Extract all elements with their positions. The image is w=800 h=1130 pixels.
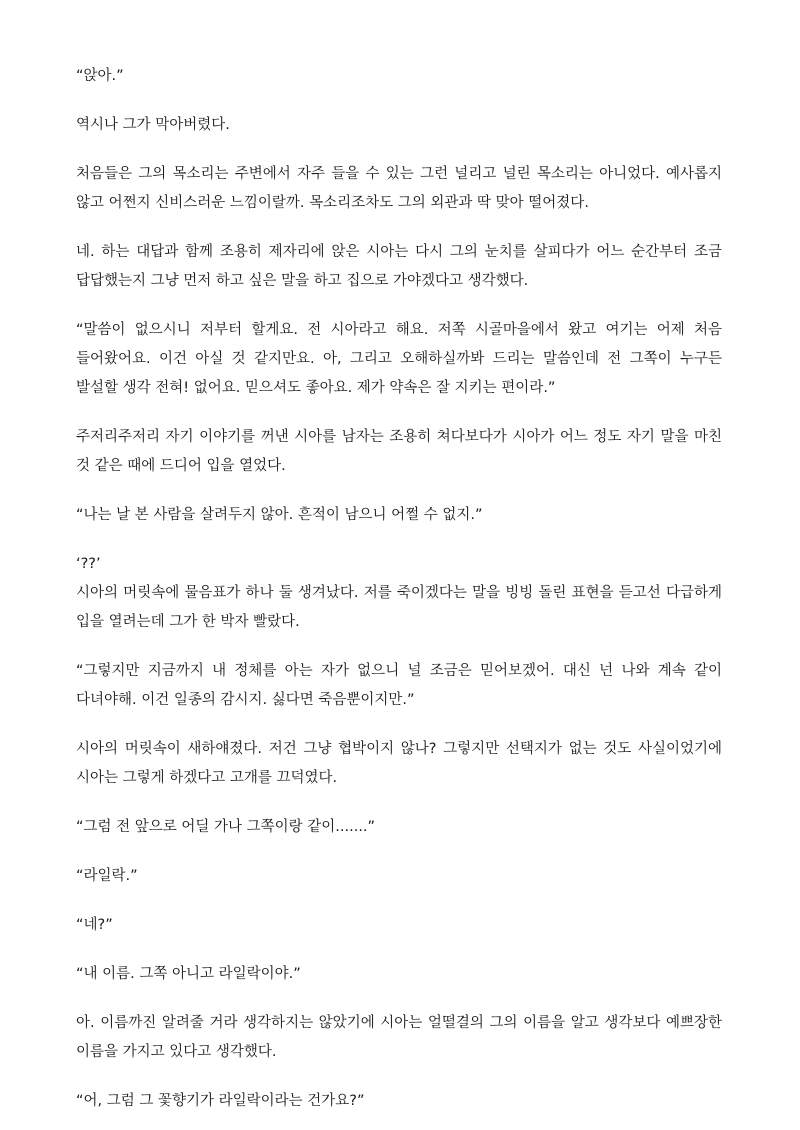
- paragraph: 주저리주저리 자기 이야기를 꺼낸 시아를 남자는 조용히 쳐다보다가 시아가 어느 정도 자기 말을 마친 것 같은 때에 드디어 입을 열었다.: [76, 429, 722, 474]
- paragraph-gap: [76, 218, 722, 238]
- paragraph-gap: [76, 793, 722, 813]
- paragraph-gap: [76, 842, 722, 862]
- paragraph: 시아의 머릿속에 물음표가 하나 둘 생겨났다. 저를 죽이겠다는 말을 빙빙 돌린 표현을 듣고선 다급하게 입을 열려는데 그가 한 박자 빨랐다.: [76, 585, 722, 630]
- paragraph-gap: [76, 481, 722, 501]
- paragraph-gap: [76, 91, 722, 111]
- paragraph: 네. 하는 대답과 함께 조용히 제자리에 앉은 시아는 다시 그의 눈치를 살피다가 어느 순간부터 조금 답답했는지 그냥 먼저 하고 싶은 말을 하고 집으로 가야겠다고 생각했다.: [76, 244, 722, 289]
- paragraph-gap: [76, 940, 722, 960]
- paragraph: 아. 이름까진 알려줄 거라 생각하지는 않았기에 시아는 얼떨결의 그의 이름을 알고 생각보다 예쁘장한 이름을 가지고 있다고 생각했다.: [76, 1015, 722, 1060]
- paragraph-gap: [76, 296, 722, 316]
- paragraph: “네?”: [76, 917, 113, 933]
- document-page: [76, 62, 722, 1116]
- paragraph: “그렇지만 지금까지 내 정체를 아는 자가 없으니 널 조금은 믿어보겠어. 대신 넌 나와 계속 같이 다녀야해. 이건 일종의 감시지. 싫다면 죽음뿐이지만.”: [76, 663, 722, 708]
- paragraph: “그럼 전 앞으로 어딜 가나 그쪽이랑 같이.......”: [76, 819, 376, 835]
- paragraph-gap: [76, 891, 722, 911]
- paragraph-gap: [76, 140, 722, 160]
- paragraph-gap: [76, 403, 722, 423]
- paragraph-gap: [76, 530, 722, 550]
- paragraph: “말씀이 없으시니 저부터 할게요. 전 시아라고 해요. 저쪽 시골마을에서 왔고 여기는 어제 처음 들어왔어요. 이건 아실 것 같지만요. 아, 그리고 오해하실까봐 드리는 말씀인데 전 그쪽이 누구든 발설할 생각 전혀! 없어요. 믿으셔도 좋아요. 제가 약속은 잘 지키는 편이라.”: [76, 322, 722, 396]
- paragraph: “앉아.”: [76, 68, 124, 84]
- paragraph-gap: [76, 715, 722, 735]
- paragraph: “어, 그럼 그 꽃향기가 라일락이라는 건가요?”: [76, 1093, 365, 1109]
- paragraph: “라일락.”: [76, 868, 138, 884]
- paragraph: “나는 날 본 사람을 살려두지 않아. 흔적이 남으니 어쩔 수 없지.”: [76, 507, 483, 523]
- paragraph-gap: [76, 637, 722, 657]
- paragraph: 역시나 그가 막아버렸다.: [76, 117, 230, 133]
- paragraph-gap: [76, 989, 722, 1009]
- paragraph: “내 이름. 그쪽 아니고 라일락이야.”: [76, 966, 301, 982]
- paragraph: 처음들은 그의 목소리는 주변에서 자주 들을 수 있는 그런 널리고 널린 목소리는 아니었다. 예사롭지 않고 어쩐지 신비스러운 느낌이랄까. 목소리조차도 그의 외관과 딱 맞아 떨어졌다.: [76, 166, 722, 211]
- paragraph: 시아의 머릿속이 새하얘졌다. 저건 그냥 협박이지 않나? 그렇지만 선택지가 없는 것도 사실이었기에 시아는 그렇게 하겠다고 고개를 끄덕였다.: [76, 741, 722, 786]
- paragraph: ‘??’: [76, 556, 101, 572]
- paragraph-gap: [76, 1067, 722, 1087]
